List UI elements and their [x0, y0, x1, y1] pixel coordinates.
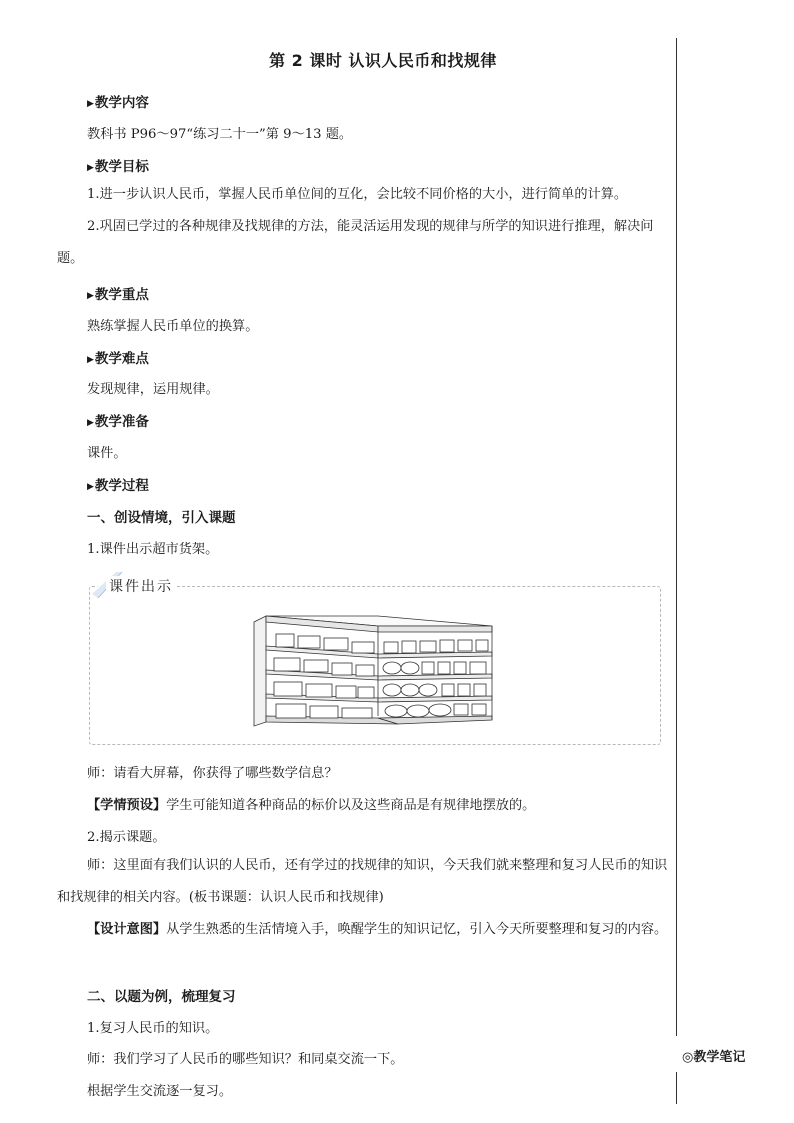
part1-teacher1: 师：请看大屏幕，你获得了哪些数学信息？: [87, 766, 338, 781]
triangle-bullet-icon: ▶: [87, 482, 94, 492]
part2-heading: 二、以题为例，梳理复习: [87, 989, 236, 1005]
part1-step1: 1.课件出示超市货架。: [87, 542, 219, 557]
part2-step1: 1.复习人民币的知识。: [87, 1021, 219, 1036]
margin-divider-lower: [676, 1072, 677, 1104]
triangle-bullet-icon: ▶: [87, 163, 94, 173]
triangle-bullet-icon: ▶: [87, 418, 94, 428]
content-text: 教科书 P96～97“练习二十一”第 9～13 题。: [87, 127, 353, 142]
key-text: 熟练掌握人民币单位的换算。: [87, 319, 259, 334]
goal-item-2: 2.巩固已学过的各种规律及找规律的方法，能灵活运用发现的规律与所学的知识进行推理，解决问题。: [57, 219, 654, 266]
prep-text: 课件。: [87, 446, 127, 461]
courseware-label: 课件出示: [106, 576, 176, 596]
section-heading-content: ▶教学内容: [87, 95, 149, 111]
part2-teacher1: 师：我们学习了人民币的哪些知识？和同桌交流一下。: [87, 1052, 404, 1067]
goal-item-1: 1.进一步认识人民币，掌握人民币单位间的互化，会比较不同价格的大小，进行简单的计算。: [87, 187, 628, 202]
part1-design: 【设计意图】从学生熟悉的生活情境入手，唤醒学生的知识记忆，引入今天所要整理和复习的内容。: [87, 922, 668, 937]
triangle-bullet-icon: ▶: [87, 99, 94, 109]
section-heading-key: ▶教学重点: [87, 287, 149, 303]
part1-teacher2: 师：这里面有我们认识的人民币，还有学过的找规律的知识，今天我们就来整理和复习人民币的知识和找规律的相关内容。(板书课题：认识人民币和找规律): [57, 858, 668, 905]
teaching-notes-label: ◎教学笔记: [682, 1050, 746, 1065]
section-heading-prep: ▶教学准备: [87, 414, 149, 430]
part1-preset: 【学情预设】学生可能知道各种商品的标价以及这些商品是有规律地摆放的。: [87, 798, 536, 813]
part2-text1: 根据学生交流逐一复习。: [87, 1084, 233, 1099]
part1-heading: 一、创设情境，引入课题: [87, 510, 236, 526]
triangle-bullet-icon: ▶: [87, 291, 94, 301]
section-heading-process: ▶教学过程: [87, 478, 149, 494]
section-heading-difficulty: ▶教学难点: [87, 351, 149, 367]
margin-divider: [676, 38, 677, 1036]
section-heading-goals: ▶教学目标: [87, 159, 149, 175]
page-title: 第 2 课时 认识人民币和找规律: [269, 51, 497, 70]
part1-step2: 2.揭示课题。: [87, 830, 166, 845]
supermarket-shelf-illustration: [248, 612, 498, 728]
triangle-bullet-icon: ▶: [87, 355, 94, 365]
difficulty-text: 发现规律，运用规律。: [87, 382, 219, 397]
